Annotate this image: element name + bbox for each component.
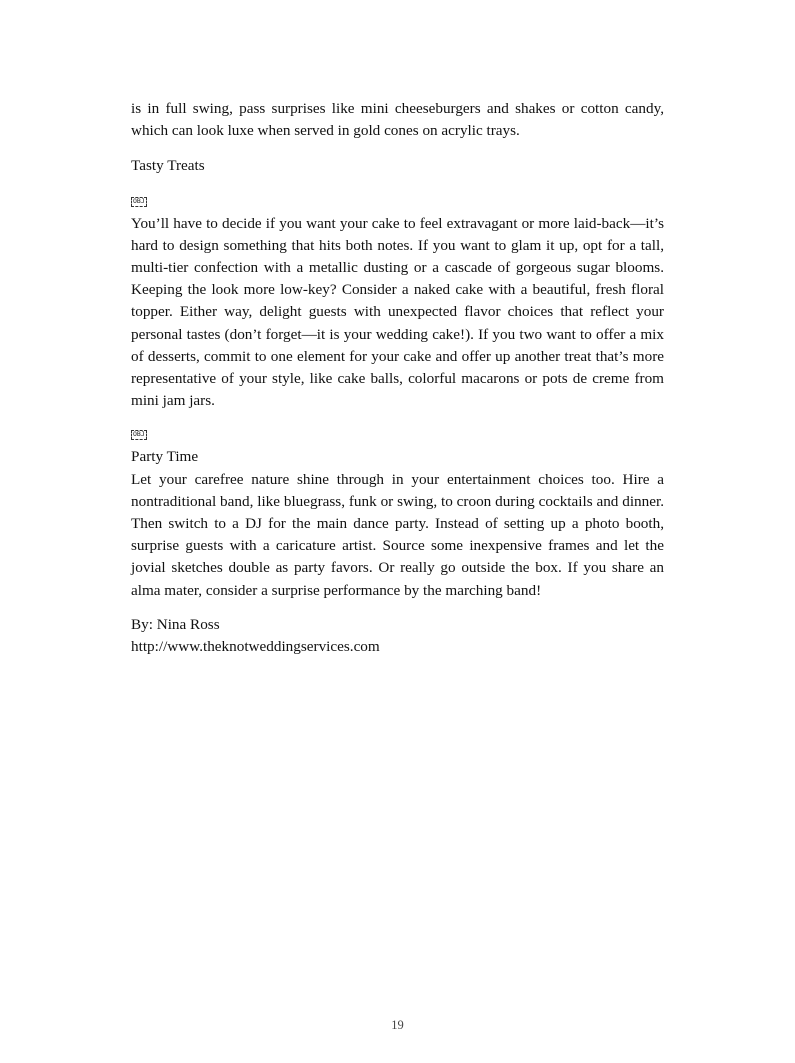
page-number: 19 — [391, 1018, 404, 1032]
party-time-body: Let your carefree nature shine through in your entertainment choices too. Hire a nontraditional band, like bluegrass, funk or swing, to croon during cocktails and dinner. Then switch to a DJ for the main dance party. Instead of setting up a photo booth, surprise guests with a caricature artist. Source some inexpensive frames and let the jovial sketches double as party favors. Or really go outside the box. If you share an alma mater, consider a surprise performance by the marching band! — [131, 470, 664, 599]
obj-placeholder-icon: OBJ — [133, 430, 145, 439]
source-link[interactable]: http://www.theknotweddingservices.com — [131, 638, 380, 656]
embedded-object-placeholder — [131, 191, 664, 213]
tasty-treats-body: You’ll have to decide if you want your cake to feel extravagant or more laid-back—it’s hard to design something that hits both notes. If you want to glam it up, opt for a tall, multi-tier confection with a metallic dusting or a cascade of gorgeous sugar blooms. Keeping the look more low-key? Consider a naked cake with a beautiful, fresh floral topper. Either way, delight guests with unexpected flavor choices that reflect your personal tastes (don’t forget—it is your wedding cake!). If you two want to offer a mix of desserts, commit to one element for your cake and offer up another treat that’s more representative of your style, like cake balls, colorful macarons or pots de creme from mini jam jars. — [131, 214, 664, 410]
section-heading-party-time: Party Time — [131, 448, 199, 466]
page-content — [131, 98, 664, 658]
continuation-paragraph: is in full swing, pass surprises like mini cheeseburgers and shakes or cotton candy, which can look luxe when served in gold cones on acrylic trays. — [131, 100, 664, 140]
section-heading-tasty-treats: Tasty Treats — [131, 157, 205, 175]
embedded-object-placeholder — [131, 424, 664, 446]
author-byline: By: Nina Ross — [131, 615, 220, 633]
obj-placeholder-icon: OBJ — [133, 196, 145, 205]
